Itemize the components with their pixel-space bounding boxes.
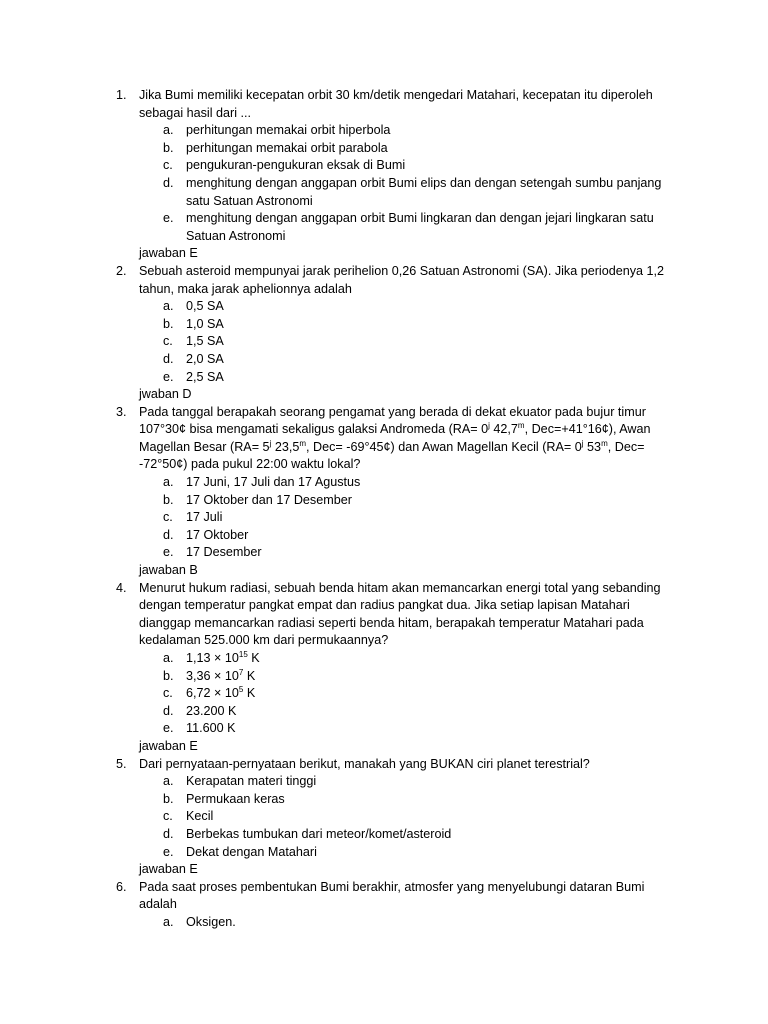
option-text: 0,5 SA (186, 299, 224, 314)
option-text (186, 669, 255, 683)
option-text: 17 Desember (186, 545, 262, 560)
option-item (0, 773, 768, 791)
answer-label: jawaban E (139, 862, 198, 877)
option-item (0, 791, 768, 809)
question-list (0, 87, 768, 932)
option-text: Oksigen. (186, 914, 236, 929)
option-unit: K (243, 668, 256, 683)
option-item (0, 668, 768, 686)
option-text: Berbekas tumbukan dari meteor/komet/asteroid (186, 826, 452, 841)
option-letter: c. (163, 686, 173, 701)
option-letter: c. (163, 809, 173, 824)
option-item (0, 808, 768, 826)
option-text (186, 651, 260, 665)
question-4 (0, 580, 768, 650)
question-number: 2. (116, 263, 127, 278)
option-letter: e. (163, 211, 174, 226)
option-letter: d. (163, 826, 174, 841)
superscript: m (601, 438, 608, 448)
option-text: 17 Oktober (186, 527, 249, 542)
option-text: pengukuran-pengukuran eksak di Bumi (186, 158, 406, 173)
text-run: , Dec= -72°50¢) pada pukul 22:00 waktu lokal? (139, 439, 645, 472)
option-item (0, 527, 768, 545)
option-item (0, 685, 768, 703)
option-text: Kecil (186, 809, 214, 824)
option-item (0, 720, 768, 738)
question-2 (0, 263, 768, 298)
option-item (0, 175, 768, 210)
option-letter: a. (163, 774, 174, 789)
option-letter: c. (163, 158, 173, 173)
answer-label: jwaban D (139, 387, 192, 402)
option-letter: b. (163, 316, 174, 331)
option-letter: e. (163, 721, 174, 736)
option-unit: K (247, 651, 260, 665)
option-text: 17 Juli (186, 510, 223, 525)
option-letter: c. (163, 510, 173, 525)
option-list (0, 650, 768, 738)
question-text: Pada saat proses pembentukan Bumi berakhir, atmosfer yang menyelubungi dataran Bumi adalah (139, 879, 645, 912)
exponent: 15 (238, 649, 248, 659)
question-1 (0, 87, 768, 122)
text-run: 53 (583, 439, 602, 454)
option-letter: e. (163, 545, 174, 560)
option-text: 17 Juni, 17 Juli dan 17 Agustus (186, 475, 361, 490)
option-text (186, 686, 255, 700)
question-number: 6. (116, 879, 127, 894)
question-3 (0, 404, 768, 474)
option-item (0, 333, 768, 351)
option-letter: a. (163, 651, 174, 665)
superscript: m (517, 421, 525, 431)
option-item (0, 140, 768, 158)
option-text: Kerapatan materi tinggi (186, 774, 317, 789)
option-item (0, 122, 768, 140)
option-letter: d. (163, 351, 174, 366)
question-text: Jika Bumi memiliki kecepatan orbit 30 km/detik mengedari Matahari, kecepatan itu diperoleh sebagai hasil dari ... (139, 88, 653, 120)
option-letter: e. (163, 369, 174, 384)
option-item (0, 703, 768, 721)
option-base: 6,72 × 10 (186, 686, 239, 701)
superscript: j (269, 438, 272, 448)
option-text: menghitung dengan anggapan orbit Bumi elips dan dengan setengah sumbu panjang satu Satuan Astronomi (186, 175, 662, 208)
option-list (0, 773, 768, 861)
option-item (0, 369, 768, 387)
question-number: 1. (116, 88, 127, 102)
option-letter: b. (163, 492, 174, 507)
option-letter: c. (163, 334, 173, 349)
option-item (0, 298, 768, 316)
question-number: 4. (116, 580, 127, 595)
option-letter: a. (163, 123, 174, 138)
option-text: 1,0 SA (186, 316, 224, 331)
question-5 (0, 756, 768, 774)
option-letter: e. (163, 844, 174, 859)
option-item (0, 210, 768, 245)
question-text: Menurut hukum radiasi, sebuah benda hitam akan memancarkan energi total yang sebanding dengan temperatur pangkat empat dan radius pangkat dua. Jika setiap lapisan Matahari dianggap memancarkan radiasi seperti benda hitam, berapakah temperatur Matahari pada kedalaman 525.000 km dari permukaannya? (139, 580, 661, 648)
option-letter: b. (163, 791, 174, 806)
exponent: 7 (238, 667, 244, 677)
option-item (0, 650, 768, 668)
option-text: 17 Oktober dan 17 Desember (186, 492, 352, 507)
option-list (0, 474, 768, 562)
question-text: Dari pernyataan-pernyataan berikut, manakah yang BUKAN ciri planet terestrial? (139, 756, 590, 771)
option-text: perhitungan memakai orbit parabola (186, 140, 388, 155)
answer-label: jawaban E (139, 738, 198, 753)
option-item (0, 844, 768, 862)
option-list (0, 298, 768, 386)
text-run: 23,5 (271, 439, 300, 454)
option-text: 11.600 K (186, 721, 236, 736)
question-number: 5. (116, 756, 127, 771)
superscript: j (581, 438, 584, 448)
text-run: 42,7 (489, 422, 518, 437)
option-item (0, 544, 768, 562)
option-text: 23.200 K (186, 703, 237, 718)
answer-label: jawaban E (139, 246, 198, 261)
option-text: 2,0 SA (186, 351, 224, 366)
option-item (0, 509, 768, 527)
option-text: Dekat dengan Matahari (186, 844, 317, 859)
option-text: menghitung dengan anggapan orbit Bumi lingkaran dan dengan jejari lingkaran satu Satuan Astronomi (186, 211, 654, 243)
option-text: Permukaan keras (186, 791, 285, 806)
answer-label: jawaban B (139, 563, 198, 578)
option-unit: K (243, 686, 256, 701)
superscript: m (299, 438, 307, 448)
option-item (0, 316, 768, 334)
option-base: 3,36 × 10 (186, 668, 239, 683)
option-letter: b. (163, 140, 174, 155)
option-text: perhitungan memakai orbit hiperbola (186, 123, 391, 138)
question-number: 3. (116, 404, 127, 419)
option-letter: b. (163, 668, 174, 683)
option-text: 2,5 SA (186, 369, 224, 384)
option-list (0, 914, 768, 932)
option-letter: a. (163, 299, 174, 314)
text-run: , Dec=+41°16¢), Awan Magellan Besar (RA= 5 (139, 422, 651, 454)
text-run: , Dec= -69°45¢) dan Awan Magellan Kecil (RA= 0 (306, 439, 582, 454)
option-item (0, 826, 768, 844)
option-item (0, 914, 768, 932)
option-letter: a. (163, 914, 174, 929)
option-item (0, 157, 768, 175)
option-list (0, 122, 768, 245)
question-text: Sebuah asteroid mempunyai jarak perihelion 0,26 Satuan Astronomi (SA). Jika periodenya 1,2 tahun, maka jarak aphelionnya adalah (139, 263, 665, 296)
option-item (0, 492, 768, 510)
text-run: Pada tanggal berapakah seorang pengamat yang berada di dekat ekuator pada bujur timur 107°30¢ bisa mengamati sekaligus galaksi Andromeda (RA= 0 (139, 404, 646, 437)
option-letter: d. (163, 703, 174, 718)
exponent: 5 (238, 685, 244, 694)
option-base: 1,13 × 10 (186, 651, 239, 665)
option-text: 1,5 SA (186, 334, 224, 349)
option-letter: d. (163, 527, 174, 542)
superscript: j (488, 421, 490, 431)
option-letter: d. (163, 175, 174, 190)
question-6 (0, 879, 768, 914)
option-letter: a. (163, 475, 174, 490)
question-text (139, 404, 680, 474)
option-item (0, 474, 768, 492)
option-item (0, 351, 768, 369)
